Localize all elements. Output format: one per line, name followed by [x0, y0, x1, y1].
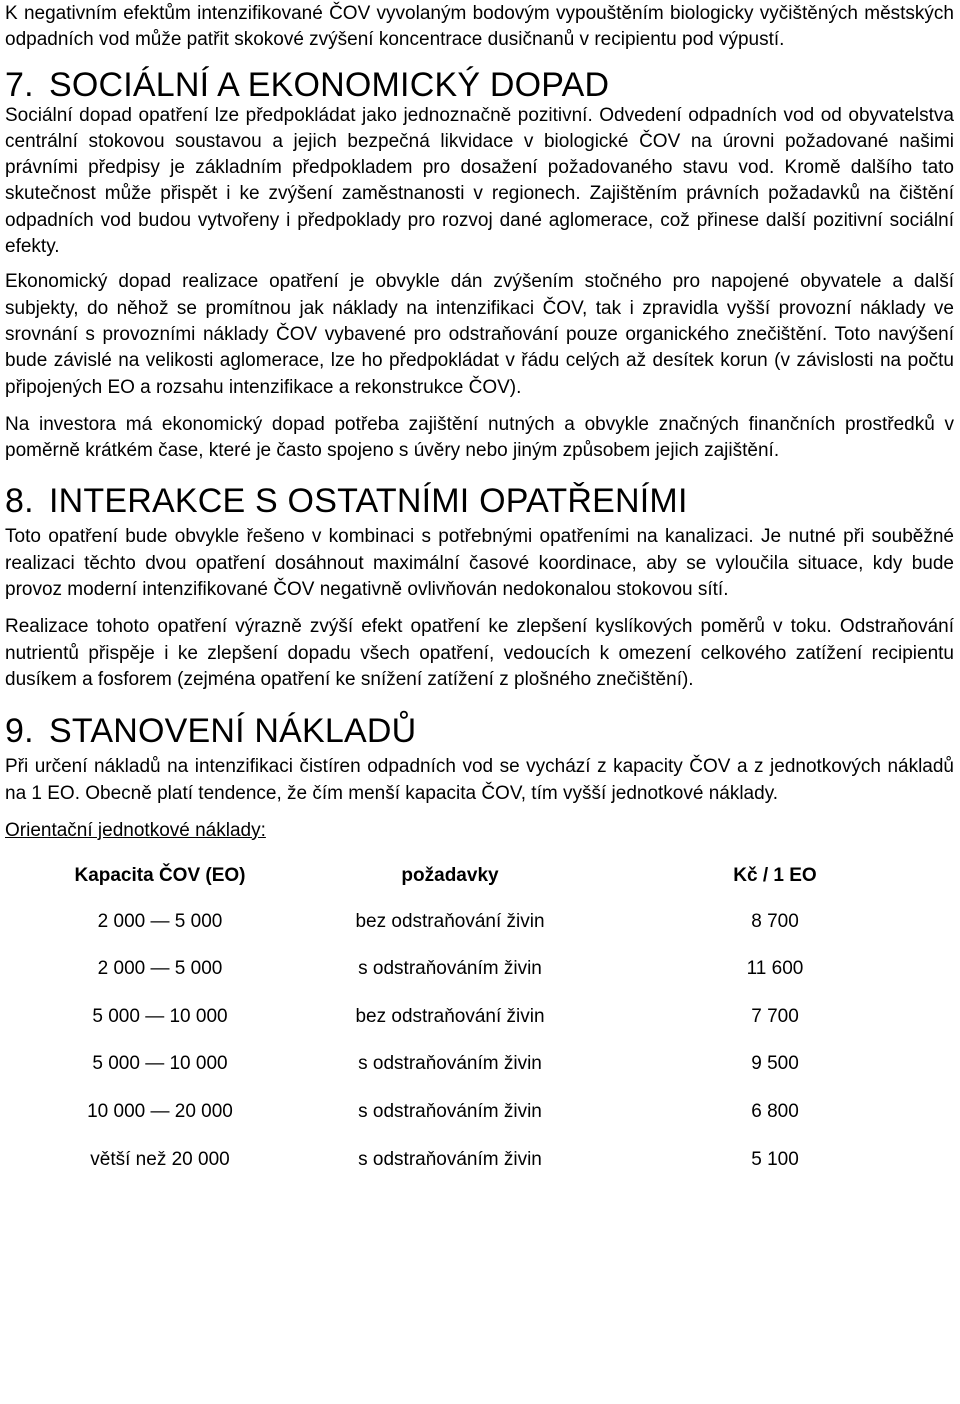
- section-7-paragraph-social: Sociální dopad opatření lze předpokládat jako jednoznačně pozitivní. Odvedení odpadních vod od obyvatelstva centrální stokovou soustavou a jejich bezpečná likvidace v biologické ČOV na úrovni požadované našimi právními předpisy je základním předpokladem pro dosažení požadovaného stavu vod. Kromě dalšího tato skutečnost může přispět i ke zvýšení zaměstnanosti v regionech. Zajištěním právních požadavků na čištění odpadních vod budou vytvořeny i předpoklady pro rozvoj dané aglomerace, což přinese další pozitivní sociální efekty.: [5, 104, 954, 258]
- header-cost-per-eo: Kč / 1 EO: [733, 864, 817, 886]
- table-row: [45, 1088, 925, 1136]
- cell-cost: 7 700: [751, 1005, 799, 1027]
- cell-requirements: s odstraňováním živin: [358, 958, 542, 980]
- cell-cost: 9 500: [751, 1053, 799, 1075]
- table-row: [45, 1136, 925, 1184]
- section-9-heading: [5, 711, 954, 751]
- table-row: [45, 898, 925, 946]
- section-8-paragraph-2: Realizace tohoto opatření výrazně zvýší efekt opatření ke zlepšení kyslíkových poměrů v toku. Odstraňování nutrientů přispěje i ke zlepšení dopadu všech opatření, vedoucích k omezení celkového zatížení recipientu dusíkem a fosforem (zejména opatření ke snížení zatížení z plošného znečištění).: [5, 616, 954, 690]
- cell-cost: 5 100: [751, 1148, 799, 1170]
- cell-capacity: 2 000 — 5 000: [97, 958, 223, 980]
- cell-requirements: s odstraňováním živin: [358, 1053, 542, 1075]
- header-capacity: Kapacita ČOV (EO): [74, 864, 246, 886]
- cell-requirements: bez odstraňování živin: [355, 1005, 545, 1027]
- table-row: [45, 993, 925, 1041]
- header-requirements: požadavky: [401, 864, 499, 886]
- section-7-paragraph-economic: Ekonomický dopad realizace opatření je obvykle dán zvýšením stočného pro napojené obyvatele a další subjekty, do něhož se promítnou jak náklady na intenzifikaci ČOV, tak i zpravidla vyšší provozní náklady ve srovnání s provozními náklady ČOV vybavené pro odstraňování pouze organického znečištění. Toto navýšení bude závislé na velikosti aglomerace, lze ho předpokládat v řádu celých až desítek korun (v závislosti na počtu připojených EO a rozsahu intenzifikace a rekonstrukce ČOV).: [5, 271, 954, 398]
- section-9-number: 9.: [5, 712, 34, 751]
- cell-requirements: s odstraňováním živin: [358, 1101, 542, 1122]
- section-8-number: 8.: [5, 482, 34, 521]
- section-7-title: SOCIÁLNÍ A EKONOMICKÝ DOPAD: [49, 65, 610, 104]
- intro-paragraph: K negativním efektům intenzifikované ČOV vyvolaným bodovým vypouštěním biologicky vyčištěných městských odpadních vod může patřit skokové zvýšení koncentrace dusičnanů v recipientu pod výpustí.: [5, 3, 954, 51]
- cell-capacity: 2 000 — 5 000: [97, 910, 223, 932]
- cell-capacity: 10 000 — 20 000: [87, 1101, 233, 1122]
- section-7-paragraph-investor: Na investora má ekonomický dopad potřeba zajištění nutných a obvykle značných finančních prostředků v poměrně krátkém čase, které je často spojeno s úvěry nebo jiným způsobem jejich zajištění.: [5, 413, 954, 462]
- cell-capacity: 5 000 — 10 000: [92, 1053, 228, 1075]
- cell-capacity: větší než 20 000: [90, 1148, 230, 1170]
- section-7-number: 7.: [5, 65, 34, 104]
- table-row: [45, 945, 925, 993]
- cell-cost: 6 800: [751, 1101, 799, 1122]
- cost-table-caption: Orientační jednotkové náklady:: [5, 819, 266, 841]
- cost-table-header-row: [45, 854, 925, 898]
- cell-cost: 8 700: [751, 910, 799, 932]
- section-7-heading: [5, 65, 954, 103]
- section-8-paragraph-1: Toto opatření bude obvykle řešeno v kombinaci s potřebnými opatřeními na kanalizaci. Je nutné při souběžné realizaci těchto dvou opatření dosáhnout maximální časové koordinace, aby se vyloučila situace, kdy bude provoz moderní intenzifikované ČOV negativně ovlivňován nedokonalou stokovou sítí.: [5, 526, 954, 601]
- cell-requirements: s odstraňováním živin: [358, 1148, 542, 1170]
- cost-table: [45, 854, 925, 1184]
- cell-cost: 11 600: [746, 958, 804, 980]
- section-9-paragraph: Při určení nákladů na intenzifikaci čistíren odpadních vod se vychází z kapacity ČOV a z jednotkových nákladů na 1 EO. Obecně platí tendence, že čím menší kapacita ČOV, tím vyšší jednotkové náklady.: [5, 756, 954, 804]
- section-8-heading: [5, 481, 954, 521]
- section-9-title: STANOVENÍ NÁKLADŮ: [49, 712, 417, 751]
- table-row: [45, 1041, 925, 1089]
- cell-capacity: 5 000 — 10 000: [92, 1005, 228, 1027]
- section-8-title: INTERAKCE S OSTATNÍMI OPATŘENÍMI: [49, 482, 688, 521]
- cell-requirements: bez odstraňování živin: [355, 910, 545, 932]
